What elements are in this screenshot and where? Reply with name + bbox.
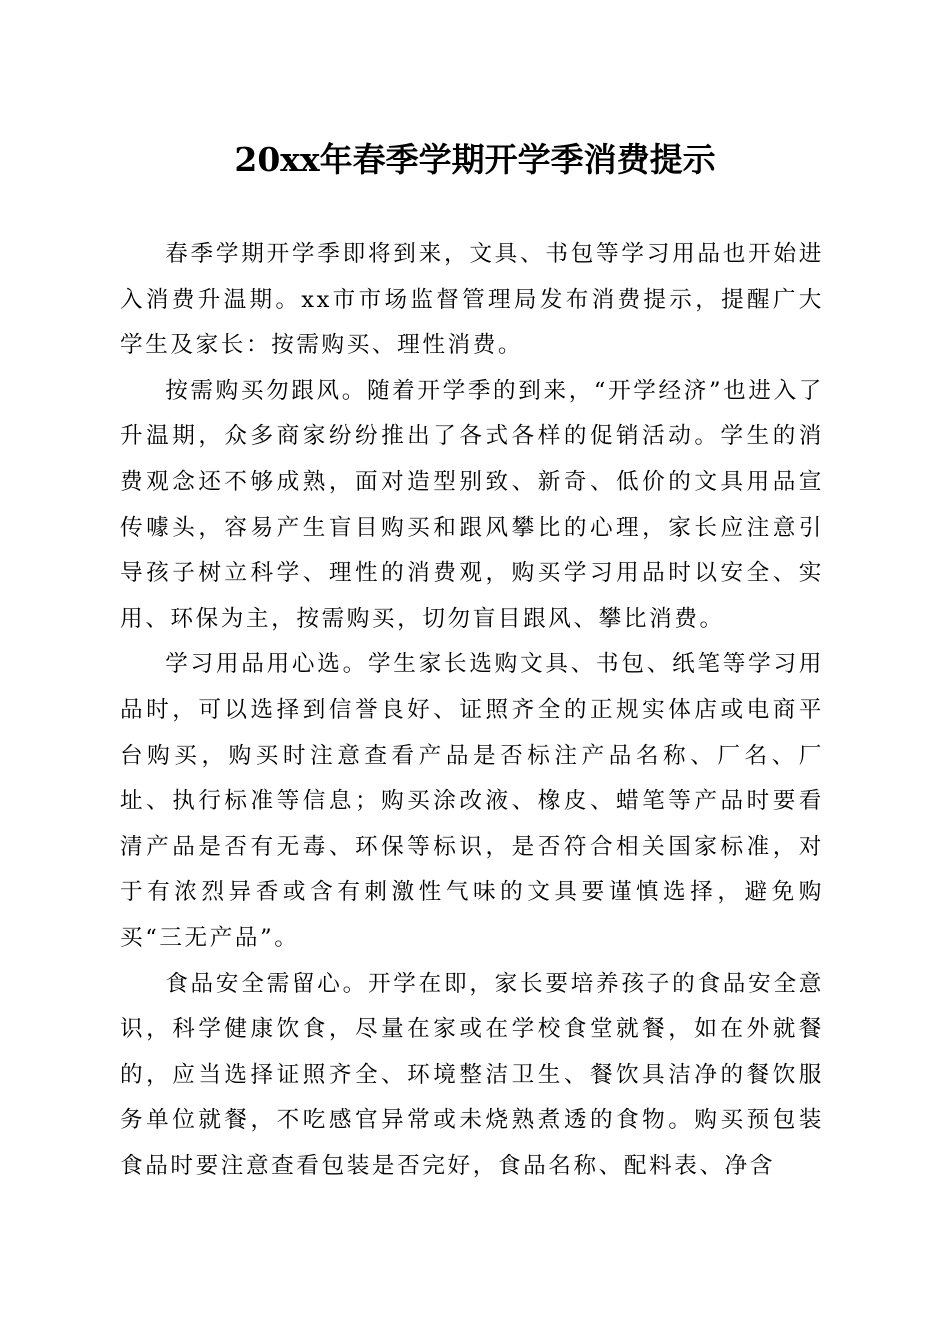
paragraph-school-supplies: 学习用品用心选。学生家长选购文具、书包、纸笔等学习用品时，可以选择到信誉良好、证照齐全的正规实体店或电商平台购买，购买时注意查看产品是否标注产品名称、厂名、厂址、执行标准等信息；购买涂改液、橡皮、蜡笔等产品时要看清产品是否有无毒、环保等标识，是否符合相关国家标准，对于有浓烈异香或含有刺激性气味的文具要谨慎选择，避免购买“三无产品”。 — [120, 651, 824, 951]
paragraph-intro: 春季学期开学季即将到来，文具、书包等学习用品也开始进入消费升温期。xx市市场监督管理局发布消费提示，提醒广大学生及家长：按需购买、理性消费。 — [120, 241, 824, 359]
document-body — [120, 232, 824, 1189]
document-title: 20xx年春季学期开学季消费提示 — [234, 140, 716, 179]
paragraph-buy-as-needed: 按需购买勿跟风。随着开学季的到来，“开学经济”也进入了升温期，众多商家纷纷推出了各式各样的促销活动。学生的消费观念还不够成熟，面对造型别致、新奇、低价的文具用品宣传噱头，容易产生盲目购买和跟风攀比的心理，家长应注意引导孩子树立科学、理性的消费观，购买学习用品时以安全、实用、环保为主，按需购买，切勿盲目跟风、攀比消费。 — [120, 377, 824, 632]
paragraph-food-safety: 食品安全需留心。开学在即，家长要培养孩子的食品安全意识，科学健康饮食，尽量在家或在学校食堂就餐，如在外就餐的，应当选择证照齐全、环境整洁卫生、餐饮具洁净的餐饮服务单位就餐，不吃感官异常或未烧熟煮透的食物。购买预包装食品时要注意查看包装是否完好，食品名称、配料表、净含 — [120, 970, 824, 1179]
